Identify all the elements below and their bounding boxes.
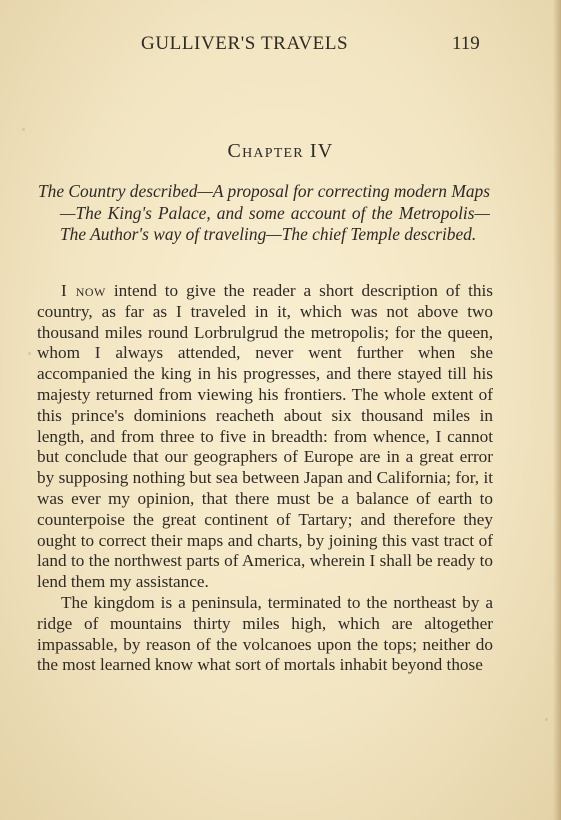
paper-stain [545, 718, 548, 721]
paragraph-text: intend to give the reader a short description of this country, as far as I traveled in it, which was not above two thousand miles round Lorbrulgrud the metropolis; for the queen, whom I always attended, never went further when she accompanied the king in his progresses, and there stayed till his majesty returned from viewing his frontiers. The whole extent of this prince's dominions reacheth about six thousand miles in length, and from three to five in breadth: from whence, I cannot but conclude that our geographers of Europe are in a great error by supposing nothing but sea between Japan and California; for, it was ever my opinion, that there must be a balance of earth to counterpoise the great continent of Tartary; and therefore they ought to correct their maps and charts, by joining this vast tract of land to the northwest parts of America, wherein I shall be ready to lend them my assistance. [37, 281, 493, 592]
body-text [37, 281, 493, 676]
paper-stain [22, 128, 25, 131]
chapter-synopsis: The Country described—A proposal for correcting modern Maps—The King's Palace, and some account of the Metropolis—The Author's way of traveling—The chief Temple described. [38, 181, 490, 245]
running-head-title: GULLIVER'S TRAVELS [141, 33, 349, 54]
paragraph [37, 281, 493, 593]
paragraph: The kingdom is a peninsula, terminated to the northeast by a ridge of mountains thirty miles high, which are altogether impassable, by reason of the volcanoes upon the tops; neither do the most learned know what sort of mortals inhabit beyond those [37, 592, 493, 675]
running-head [0, 33, 561, 59]
chapter-heading: Chapter IV [227, 140, 334, 162]
page-number: 119 [452, 33, 480, 54]
paragraph-lead-words: I now [61, 281, 106, 300]
paper-stain [28, 352, 31, 355]
